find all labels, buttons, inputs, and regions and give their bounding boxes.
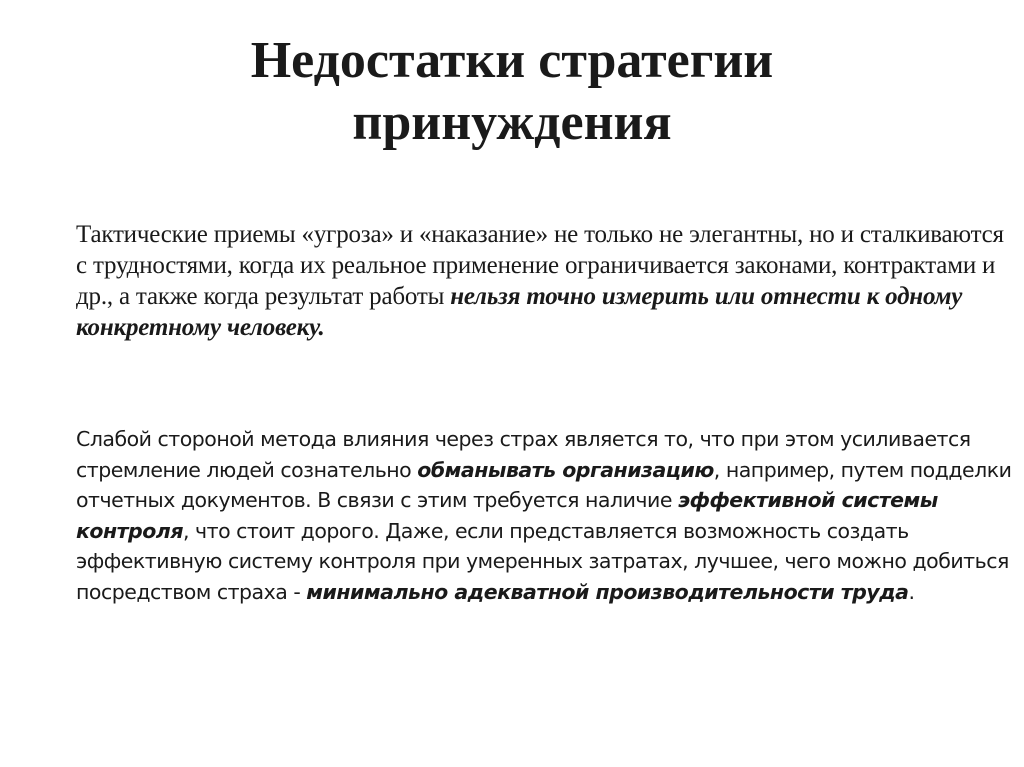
paragraph-fear-text-1: Слабой стороной метода влияния через страх является то, что при этом усиливается стремление людей сознательно bbox=[76, 427, 971, 482]
paragraph-tactics-text: Тактические приемы «угроза» и «наказание» не только не элегантны, но и сталкиваются с трудностями, когда их реальное применение ограничивается законами, контрактами и др., а также когда результат работы bbox=[76, 221, 1004, 310]
slide-title-line-1: Недостатки стратегии bbox=[250, 32, 774, 89]
paragraph-fear-text-4: . bbox=[908, 579, 915, 604]
paragraph-fear-emphasis-1: обманывать организацию bbox=[417, 457, 714, 482]
paragraph-fear-text-3: , что стоит дорого. Даже, если представляется возможность создать эффективную систему контроля при умеренных затратах, лучшее, чего можно добиться посредством страха - bbox=[76, 518, 1009, 604]
paragraph-tactics-emphasis: нельзя точно измерить или отнести к одному конкретному человеку. bbox=[76, 283, 963, 341]
paragraph-fear-weakness bbox=[76, 424, 1016, 607]
paragraph-tactics bbox=[76, 219, 1016, 343]
paragraph-fear-emphasis-3: минимально адекватной производительности труда bbox=[306, 579, 909, 604]
slide-title-line-2: принуждения bbox=[352, 94, 672, 151]
paragraph-fear-text-2: , например, путем подделки отчетных документов. В связи с этим требуется наличие bbox=[76, 457, 1012, 512]
slide-title bbox=[0, 30, 1024, 154]
paragraph-fear-emphasis-2: эффективной системы контроля bbox=[76, 488, 938, 543]
